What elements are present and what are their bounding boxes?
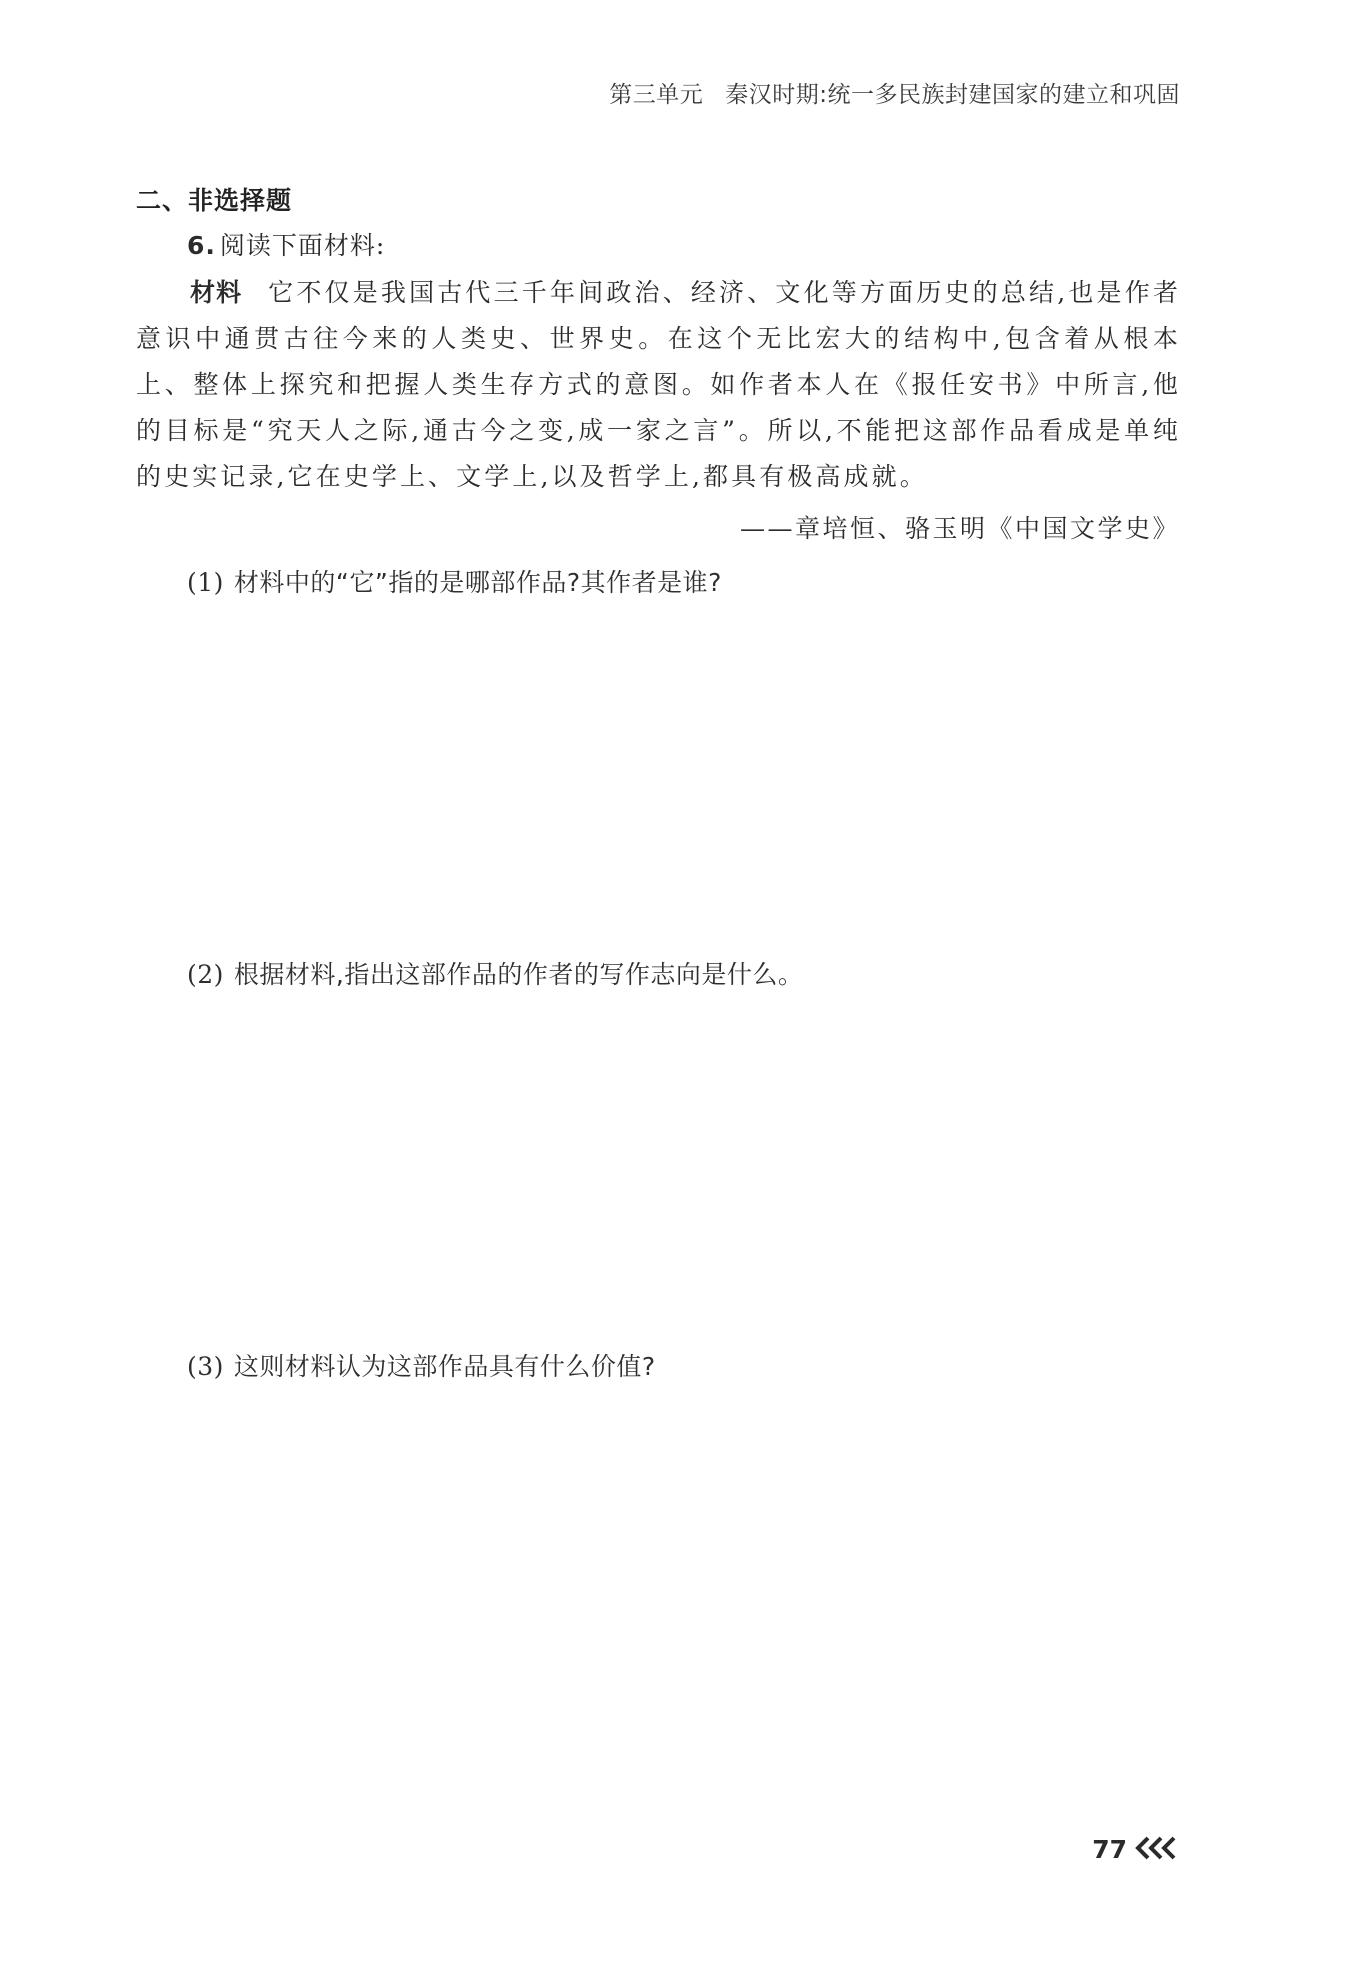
subquestion-number: (1) (187, 568, 224, 597)
triple-chevron-left-icon (1134, 1836, 1180, 1860)
subquestion-2 (187, 955, 803, 991)
subquestion-number: (3) (187, 1352, 224, 1381)
material-passage (136, 270, 1181, 500)
subquestion-text: 这则材料认为这部作品具有什么价值? (233, 1352, 656, 1381)
page-number: 77 (1092, 1835, 1127, 1864)
question-6-intro (187, 226, 385, 262)
section-title: 二、非选择题 (136, 186, 293, 215)
answer-space-1[interactable] (136, 610, 1181, 970)
subquestion-number: (2) (187, 960, 224, 989)
subquestion-1 (187, 563, 722, 599)
material-source: ——章培恒、骆玉明《中国文学史》 (739, 514, 1180, 543)
answer-space-2[interactable] (136, 1002, 1181, 1332)
unit-title: 秦汉时期:统一多民族封建国家的建立和巩固 (725, 82, 1180, 108)
question-instruction: 阅读下面材料: (219, 231, 386, 260)
answer-space-3[interactable] (136, 1394, 1181, 1794)
running-header (609, 76, 1180, 109)
subquestion-text: 材料中的“它”指的是哪部作品?其作者是谁? (233, 568, 722, 597)
question-number: 6. (187, 231, 216, 260)
unit-label: 第三单元 (609, 82, 704, 108)
material-text: 它不仅是我国古代三千年间政治、经济、文化等方面历史的总结,也是作者意识中通贯古往今来的人类史、世界史。在这个无比宏大的结构中,包含着从根本上、整体上探究和把握人类生存方式的意图。如作者本人在《报任安书》中所言,他的目标是“究天人之际,通古今之变,成一家之言”。所以,不能把这部作品看成是单纯的史实记录,它在史学上、文学上,以及哲学上,都具有极高成就。 (136, 278, 1181, 491)
subquestion-3 (187, 1347, 656, 1383)
subquestion-text: 根据材料,指出这部作品的作者的写作志向是什么。 (233, 960, 804, 989)
material-label: 材料 (190, 278, 243, 307)
